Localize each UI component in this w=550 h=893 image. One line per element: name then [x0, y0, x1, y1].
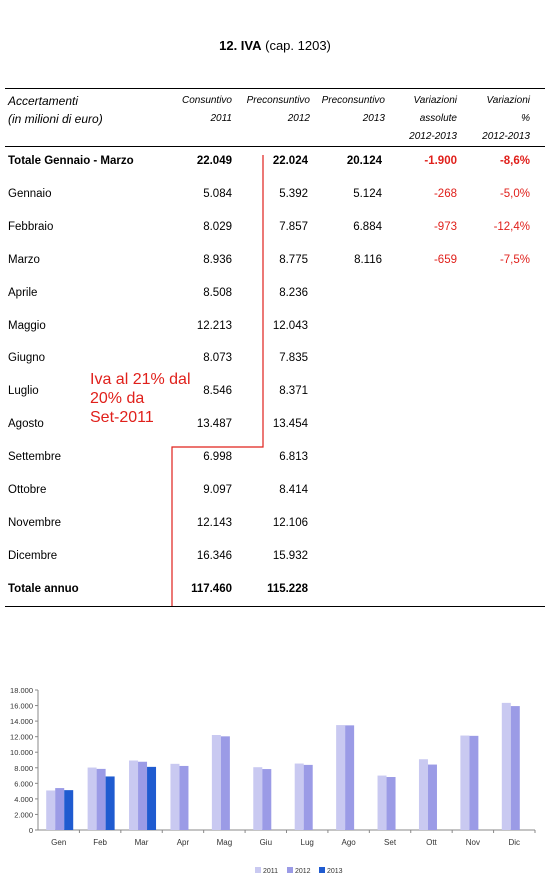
bar-2011-Mar [129, 760, 138, 830]
title-rest: (cap. 1203) [265, 38, 331, 53]
cell-2012: 8.414 [279, 484, 308, 496]
cell-2012: 22.024 [272, 155, 308, 167]
row-label: Totale annuo [8, 582, 79, 595]
x-tick-label: Mag [216, 838, 233, 847]
cell-2012: 115.228 [267, 582, 308, 595]
cell-2012: 12.043 [272, 319, 308, 332]
y-tick-label: 6.000 [14, 779, 33, 789]
bar-2011-Ott [419, 759, 428, 830]
cell-2013: 20.124 [346, 155, 382, 167]
bar-2012-Gen [55, 788, 64, 830]
x-tick-label: Set [384, 838, 397, 847]
row-label: Marzo [8, 253, 40, 266]
x-tick-label: Gen [51, 838, 67, 847]
cell-2011: 8.936 [203, 253, 232, 266]
x-tick-label: Ott [426, 838, 437, 847]
cell-2011: 22.049 [196, 155, 232, 167]
col-header-var-abs-line3: 2012-2013 [409, 131, 457, 142]
row-label: Settembre [8, 451, 62, 464]
bar-2012-Mar [138, 762, 147, 830]
cell-var-abs: -973 [433, 220, 457, 233]
col-header-2011-line2: 2011 [210, 113, 232, 124]
row-label: Maggio [8, 319, 46, 332]
legend-swatch-2011 [255, 867, 261, 873]
y-tick-label: 4.000 [14, 794, 33, 804]
row-label: Totale Gennaio - Marzo [8, 155, 134, 167]
iva-monthly-chart [0, 680, 550, 890]
cell-2012: 12.106 [272, 516, 308, 529]
bar-2012-Mag [221, 736, 230, 830]
header-left-line2: (in milioni di euro) [8, 112, 103, 126]
cell-2012: 6.813 [279, 451, 308, 464]
bar-2012-Ott [428, 765, 437, 830]
legend-label-2013: 2013 [327, 868, 343, 875]
bar-2011-Ago [336, 725, 345, 830]
cell-2011: 12.143 [196, 516, 232, 529]
bar-2011-Mag [212, 735, 221, 830]
y-tick-label: 16.000 [10, 701, 33, 711]
y-tick-label: 14.000 [10, 717, 33, 727]
cell-2011: 16.346 [196, 549, 232, 562]
bar-2013-Mar [147, 767, 156, 830]
cell-var-abs: -1.900 [424, 155, 457, 167]
title-bold: 12. IVA [219, 38, 262, 53]
cell-2011: 8.073 [203, 352, 232, 365]
bar-2011-Dic [502, 703, 511, 830]
cell-2013: 5.124 [353, 187, 382, 200]
bar-2012-Nov [469, 736, 478, 830]
cell-2012: 8.371 [279, 385, 308, 398]
y-tick-label: 12.000 [10, 732, 33, 742]
bar-2011-Gen [46, 790, 55, 830]
cell-2012: 15.932 [272, 549, 308, 562]
cell-var-pct: -8,6% [499, 155, 530, 167]
cell-2012: 7.835 [279, 352, 308, 365]
cell-2012: 8.236 [279, 286, 308, 299]
row-label: Gennaio [8, 187, 52, 200]
vat-annotation-line3: Set-2011 [90, 409, 154, 426]
vat-annotation-line1: Iva al 21% dal [90, 371, 191, 388]
row-label: Ottobre [8, 484, 47, 496]
x-tick-label: Feb [93, 838, 108, 847]
col-header-2013-line2: 2013 [362, 113, 385, 124]
bar-2011-Set [378, 776, 387, 830]
row-label: Novembre [8, 516, 62, 529]
legend-swatch-2012 [287, 867, 293, 873]
y-tick-label: 2.000 [14, 810, 33, 820]
cell-var-abs: -659 [433, 253, 457, 266]
legend-label-2011: 2011 [263, 868, 279, 875]
col-header-var-abs-line1: Variazioni [413, 95, 457, 106]
col-header-var-pct-line3: 2012-2013 [482, 131, 530, 142]
bar-2012-Lug [304, 765, 313, 830]
x-tick-label: Dic [508, 838, 521, 847]
row-label: Febbraio [8, 220, 54, 233]
cell-2011: 9.097 [203, 484, 232, 496]
cell-2011: 8.546 [203, 385, 232, 398]
y-tick-label: 18.000 [10, 686, 33, 695]
cell-var-pct: -7,5% [499, 253, 530, 266]
col-header-2011-line1: Consuntivo [181, 95, 232, 106]
cell-var-pct: -12,4% [493, 220, 530, 233]
col-header-var-pct-line1: Variazioni [486, 95, 530, 106]
cell-2011: 8.029 [203, 220, 232, 233]
bar-2011-Apr [170, 764, 179, 830]
bar-2012-Set [387, 777, 396, 830]
col-header-2013-line1: Preconsuntivo [321, 95, 385, 106]
cell-2011: 13.487 [196, 418, 232, 431]
y-tick-label: 0 [28, 826, 33, 835]
cell-var-abs: -268 [433, 187, 457, 200]
y-tick-label: 8.000 [14, 763, 33, 773]
row-label: Giugno [8, 352, 46, 365]
bar-2012-Feb [97, 769, 106, 830]
cell-2011: 8.508 [203, 286, 232, 299]
bar-2011-Nov [460, 736, 469, 830]
cell-2011: 6.998 [203, 451, 232, 464]
legend-swatch-2013 [319, 867, 325, 873]
x-tick-label: Giu [259, 838, 273, 847]
bar-2013-Gen [64, 790, 73, 830]
bar-2012-Dic [511, 706, 520, 830]
cell-2013: 8.116 [354, 253, 382, 266]
cell-2012: 7.857 [279, 220, 308, 233]
cell-2011: 117.460 [191, 582, 232, 595]
bar-2011-Feb [88, 768, 97, 830]
row-label: Dicembre [8, 549, 58, 562]
bar-2012-Ago [345, 725, 354, 830]
vat-annotation-line2: 20% da [90, 390, 145, 407]
row-label: Aprile [8, 286, 38, 299]
row-label: Agosto [8, 418, 44, 431]
x-tick-label: Apr [176, 838, 190, 847]
x-tick-label: Ago [341, 838, 356, 847]
legend-label-2012: 2012 [295, 868, 311, 875]
row-label: Luglio [8, 385, 39, 398]
header-left-line1: Accertamenti [8, 94, 79, 108]
x-tick-label: Lug [300, 838, 314, 847]
bar-2011-Lug [295, 764, 304, 830]
cell-2011: 5.084 [203, 187, 232, 200]
bar-2011-Giu [253, 767, 262, 830]
bar-2012-Apr [179, 766, 188, 830]
y-tick-label: 10.000 [10, 748, 33, 758]
cell-2011: 12.213 [196, 319, 232, 332]
cell-2012: 13.454 [272, 418, 308, 431]
cell-2012: 5.392 [279, 187, 308, 200]
col-header-var-abs-line2: assolute [419, 113, 457, 124]
x-tick-label: Mar [134, 838, 149, 847]
col-header-var-pct-line2: % [521, 113, 530, 124]
x-tick-label: Nov [465, 838, 480, 847]
cell-var-pct: -5,0% [499, 187, 530, 200]
col-header-2012-line2: 2012 [287, 113, 310, 124]
bar-2012-Giu [262, 769, 271, 830]
col-header-2012-line1: Preconsuntivo [246, 95, 310, 106]
cell-2013: 6.884 [353, 220, 382, 233]
bar-2013-Feb [106, 776, 115, 830]
vat-annotation [90, 370, 191, 427]
cell-2012: 8.775 [279, 253, 308, 266]
